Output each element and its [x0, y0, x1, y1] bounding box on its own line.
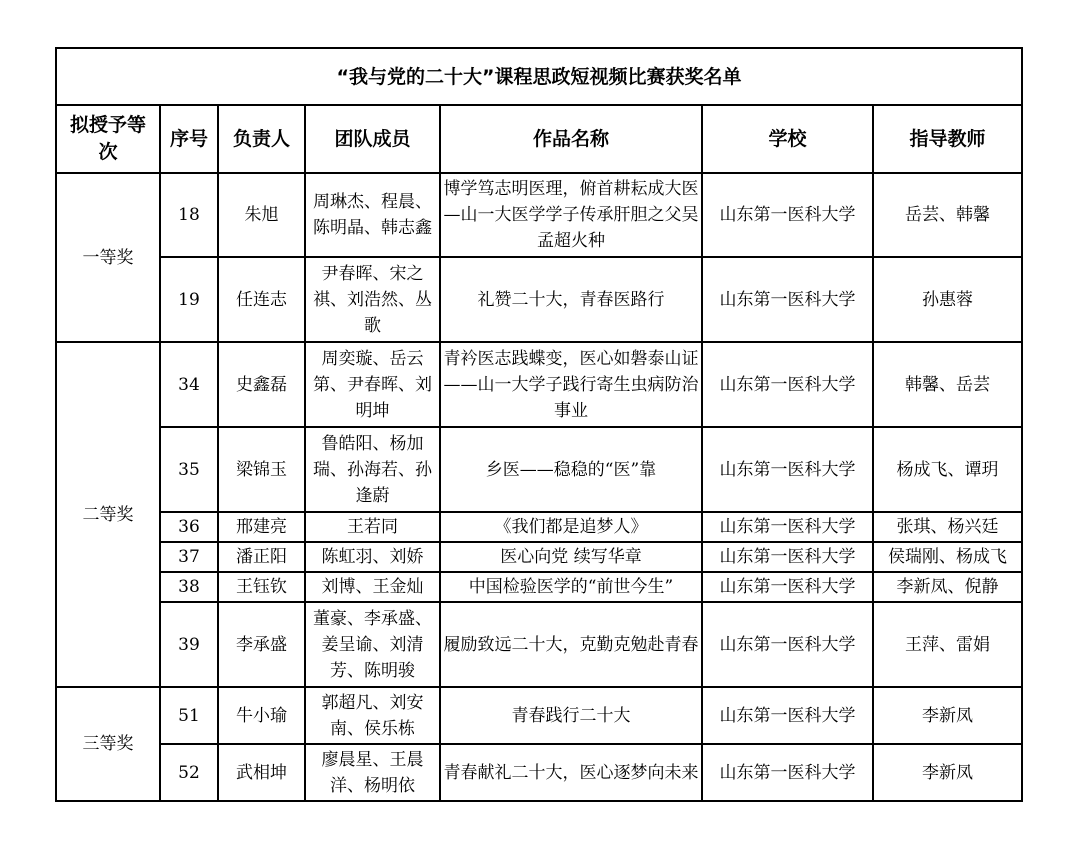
no-cell: 39 — [160, 602, 218, 687]
work-cell: 履励致远二十大，克勤克勉赴青春 — [440, 602, 702, 687]
award-level-cell: 一等奖 — [56, 173, 160, 342]
school-cell: 山东第一医科大学 — [702, 342, 873, 427]
teacher-cell: 岳芸、韩馨 — [873, 173, 1022, 257]
members-cell: 郭超凡、刘安南、侯乐栋 — [305, 687, 440, 744]
teacher-cell: 李新凤 — [873, 744, 1022, 801]
school-cell: 山东第一医科大学 — [702, 542, 873, 572]
leader-cell: 王钰钦 — [218, 572, 305, 602]
table-row — [56, 427, 1022, 512]
work-cell: 中国检验医学的“前世今生” — [440, 572, 702, 602]
header-school: 学校 — [702, 105, 873, 173]
school-cell: 山东第一医科大学 — [702, 687, 873, 744]
no-cell: 51 — [160, 687, 218, 744]
members-cell: 董豪、李承盛、姜呈谕、刘清芳、陈明骏 — [305, 602, 440, 687]
no-cell: 18 — [160, 173, 218, 257]
work-cell: 乡医——稳稳的“医”靠 — [440, 427, 702, 512]
no-cell: 52 — [160, 744, 218, 801]
table-title: “我与党的二十大”课程思政短视频比赛获奖名单 — [56, 48, 1022, 105]
no-cell: 37 — [160, 542, 218, 572]
leader-cell: 牛小瑜 — [218, 687, 305, 744]
table-row — [56, 173, 1022, 257]
leader-cell: 梁锦玉 — [218, 427, 305, 512]
work-cell: 礼赞二十大，青春医路行 — [440, 257, 702, 342]
header-teacher: 指导教师 — [873, 105, 1022, 173]
school-cell: 山东第一医科大学 — [702, 512, 873, 542]
members-cell: 廖晨星、王晨洋、杨明依 — [305, 744, 440, 801]
table-row — [56, 257, 1022, 342]
work-cell: 青春践行二十大 — [440, 687, 702, 744]
no-cell: 38 — [160, 572, 218, 602]
members-cell: 鲁皓阳、杨加瑞、孙海若、孙逢蔚 — [305, 427, 440, 512]
teacher-cell: 王萍、雷娟 — [873, 602, 1022, 687]
teacher-cell: 张琪、杨兴廷 — [873, 512, 1022, 542]
leader-cell: 史鑫磊 — [218, 342, 305, 427]
school-cell: 山东第一医科大学 — [702, 427, 873, 512]
teacher-cell: 韩馨、岳芸 — [873, 342, 1022, 427]
leader-cell: 潘正阳 — [218, 542, 305, 572]
table-row — [56, 687, 1022, 744]
work-cell: 青衿医志践蝶变，医心如磐泰山证——山一大学子践行寄生虫病防治事业 — [440, 342, 702, 427]
school-cell: 山东第一医科大学 — [702, 572, 873, 602]
leader-cell: 邢建亮 — [218, 512, 305, 542]
no-cell: 19 — [160, 257, 218, 342]
school-cell: 山东第一医科大学 — [702, 257, 873, 342]
leader-cell: 任连志 — [218, 257, 305, 342]
award-table — [55, 47, 1023, 802]
table-row — [56, 342, 1022, 427]
table-row — [56, 744, 1022, 801]
teacher-cell: 孙惠蓉 — [873, 257, 1022, 342]
no-cell: 36 — [160, 512, 218, 542]
header-level: 拟授予等次 — [56, 105, 160, 173]
teacher-cell: 李新凤、倪静 — [873, 572, 1022, 602]
members-cell: 周琳杰、程晨、陈明晶、韩志鑫 — [305, 173, 440, 257]
no-cell: 34 — [160, 342, 218, 427]
award-level-cell: 二等奖 — [56, 342, 160, 687]
table-row — [56, 542, 1022, 572]
header-leader: 负责人 — [218, 105, 305, 173]
work-cell: 医心向党 续写华章 — [440, 542, 702, 572]
header-work: 作品名称 — [440, 105, 702, 173]
school-cell: 山东第一医科大学 — [702, 744, 873, 801]
members-cell: 周奕璇、岳云第、尹春晖、刘明坤 — [305, 342, 440, 427]
teacher-cell: 李新凤 — [873, 687, 1022, 744]
work-cell: 博学笃志明医理，俯首耕耘成大医—山一大医学学子传承肝胆之父吴孟超火种 — [440, 173, 702, 257]
teacher-cell: 侯瑞刚、杨成飞 — [873, 542, 1022, 572]
teacher-cell: 杨成飞、谭玥 — [873, 427, 1022, 512]
work-cell: 青春献礼二十大，医心逐梦向未来 — [440, 744, 702, 801]
work-cell: 《我们都是追梦人》 — [440, 512, 702, 542]
leader-cell: 朱旭 — [218, 173, 305, 257]
table-row — [56, 512, 1022, 542]
school-cell: 山东第一医科大学 — [702, 602, 873, 687]
members-cell: 王若同 — [305, 512, 440, 542]
header-members: 团队成员 — [305, 105, 440, 173]
members-cell: 刘博、王金灿 — [305, 572, 440, 602]
table-row — [56, 602, 1022, 687]
leader-cell: 武相坤 — [218, 744, 305, 801]
no-cell: 35 — [160, 427, 218, 512]
leader-cell: 李承盛 — [218, 602, 305, 687]
table-row — [56, 572, 1022, 602]
header-no: 序号 — [160, 105, 218, 173]
school-cell: 山东第一医科大学 — [702, 173, 873, 257]
members-cell: 陈虹羽、刘娇 — [305, 542, 440, 572]
award-level-cell: 三等奖 — [56, 687, 160, 801]
members-cell: 尹春晖、宋之祺、刘浩然、丛歌 — [305, 257, 440, 342]
